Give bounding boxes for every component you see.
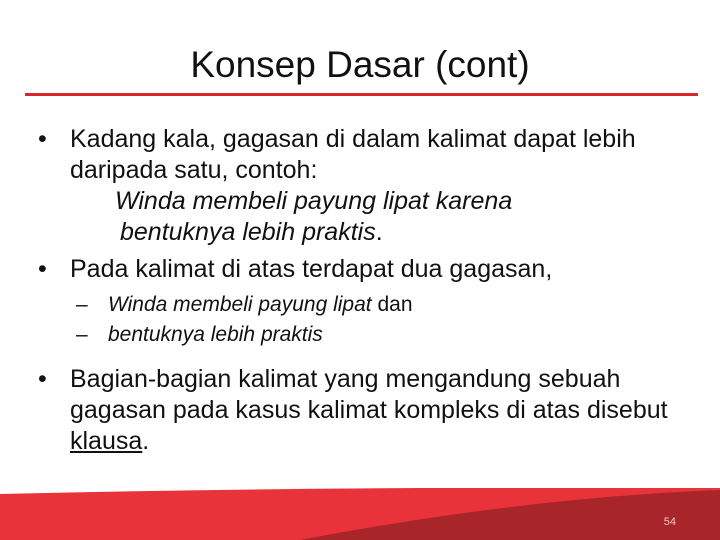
bullet-item-3 [38, 364, 698, 457]
bullet-item-1 [38, 124, 698, 248]
title-divider [25, 93, 698, 96]
sub-dash: – [76, 323, 88, 346]
bullet-item-2 [38, 254, 698, 285]
bullet-text: Bagian-bagian kalimat yang mengandung sebuah gagasan pada kasus kalimat kompleks di atas disebut [70, 365, 668, 424]
sub-normal-text: dan [371, 293, 413, 316]
sub-item-2 [38, 320, 698, 350]
bullet-dot: • [38, 365, 47, 393]
sub-item-1 [38, 290, 698, 320]
example-line-1: Winda membeli payung lipat karena [115, 187, 513, 215]
klausa-term: klausa [70, 427, 143, 455]
example-line-2 [70, 217, 698, 248]
footer-band [0, 488, 720, 540]
page-number: 54 [663, 516, 676, 528]
example-line-2-text: bentuknya lebih praktis [120, 218, 376, 246]
bullet-dot: • [38, 125, 47, 153]
bullet-text: Kadang kala, gagasan di dalam kalimat dapat lebih daripada satu, contoh: [70, 125, 636, 184]
bullet-end: . [142, 427, 150, 455]
bullet-text: Pada kalimat di atas terdapat dua gagasan, [70, 255, 553, 283]
sub-italic-text: Winda membeli payung lipat [108, 293, 372, 316]
sub-dash: – [76, 293, 88, 316]
bullet-dot: • [38, 255, 47, 283]
sub-list [38, 290, 698, 350]
example-period: . [375, 218, 383, 246]
slide-title: Konsep Dasar (cont) [190, 44, 530, 85]
slide-content [38, 124, 698, 457]
sub-italic-text: bentuknya lebih praktis [108, 323, 323, 346]
